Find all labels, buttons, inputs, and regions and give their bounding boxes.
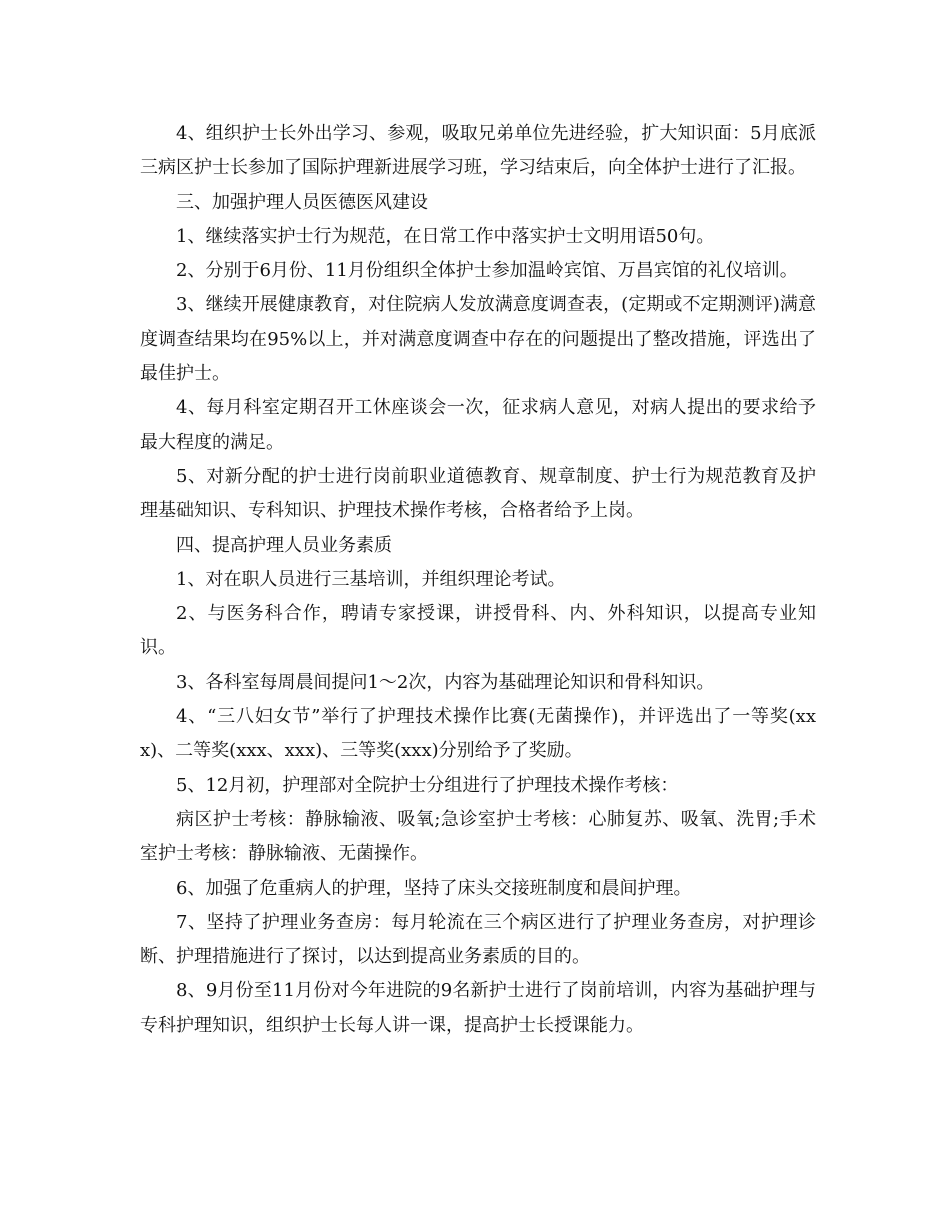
section-heading-3: 三、加强护理人员医德医风建设 [176, 191, 428, 213]
paragraph-12: 4、“三八妇女节”举行了护理技术操作比赛(无菌操作)，并评选出了一等奖(xxx)、二等奖(xxx、xxx)、三等奖(xxx)分别给予了奖励。 [140, 706, 816, 762]
paragraph-7: 5、对新分配的护士进行岗前职业道德教育、规章制度、护士行为规范教育及护理基础知识、专科知识、护理技术操作考核，合格者给予上岗。 [140, 465, 816, 522]
paragraph-14: 病区护士考核：静脉输液、吸氧;急诊室护士考核：心肺复苏、吸氧、洗胃;手术室护士考核：静脉输液、无菌操作。 [140, 808, 816, 865]
paragraph-17: 8、9月份至11月份对今年进院的9名新护士进行了岗前培训，内容为基础护理与专科护理知识，组织护士长每人讲一课，提高护士长授课能力。 [140, 980, 816, 1036]
paragraph-3: 1、继续落实护士行为规范，在日常工作中落实护士文明用语50句。 [176, 225, 715, 247]
document-body [140, 117, 816, 1043]
paragraph-10: 2、与医务科合作，聘请专家授课，讲授骨科、内、外科知识，以提高专业知识。 [140, 603, 816, 659]
paragraph-5: 3、继续开展健康教育，对住院病人发放满意度调查表，(定期或不定期测评)满意度调查结果均在95%以上，并对满意度调查中存在的问题提出了整改措施，评选出了最佳护士。 [140, 294, 816, 385]
paragraph-16: 7、坚持了护理业务查房：每月轮流在三个病区进行了护理业务查房，对护理诊断、护理措施进行了探讨，以达到提高业务素质的目的。 [140, 911, 816, 968]
paragraph-9: 1、对在职人员进行三基培训，并组织理论考试。 [176, 568, 566, 590]
paragraph-11: 3、各科室每周晨间提问1～2次，内容为基础理论知识和骨科知识。 [176, 671, 715, 693]
section-heading-4: 四、提高护理人员业务素质 [176, 534, 392, 556]
paragraph-13: 5、12月初，护理部对全院护士分组进行了护理技术操作考核： [176, 774, 679, 796]
paragraph-4: 2、分别于6月份、11月份组织全体护士参加温岭宾馆、万昌宾馆的礼仪培训。 [176, 260, 798, 282]
paragraph-6: 4、每月科室定期召开工休座谈会一次，征求病人意见，对病人提出的要求给予最大程度的满足。 [140, 397, 816, 453]
paragraph-15: 6、加强了危重病人的护理，坚持了床头交接班制度和晨间护理。 [176, 877, 692, 899]
paragraph-1: 4、组织护士长外出学习、参观，吸取兄弟单位先进经验，扩大知识面：5月底派三病区护士长参加了国际护理新进展学习班，学习结束后，向全体护士进行了汇报。 [140, 123, 816, 179]
